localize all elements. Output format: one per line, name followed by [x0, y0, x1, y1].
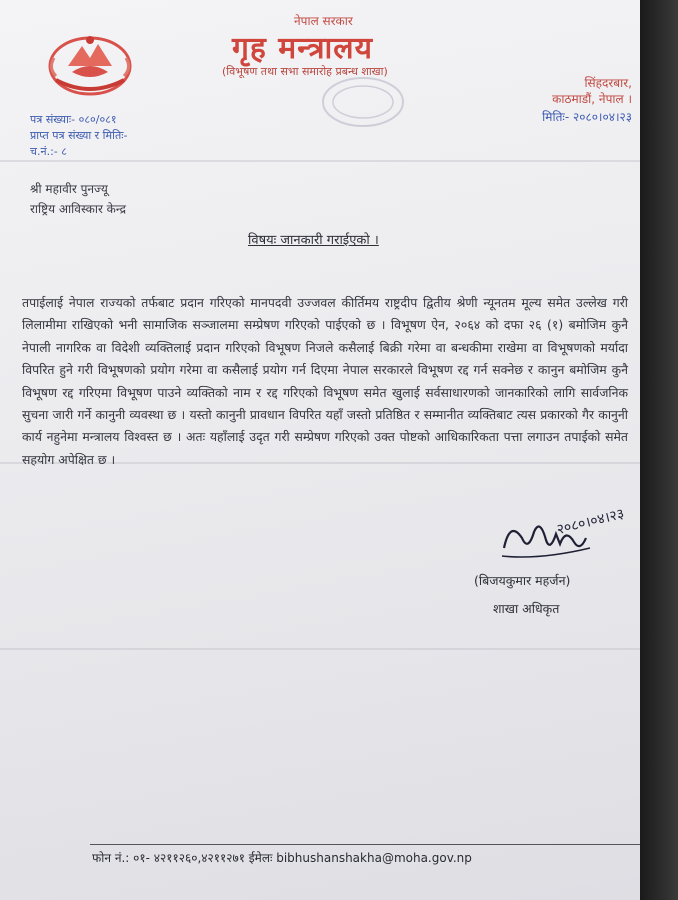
ministry-title: गृह मन्त्रालय: [232, 31, 374, 66]
fold-line: [0, 160, 640, 162]
signatory-name: (बिजयकुमार महर्जन): [474, 573, 571, 588]
recipient-organization: राष्ट्रिय आविस्कार केन्द्र: [30, 202, 126, 216]
nepal-emblem-icon: [44, 32, 136, 100]
letter-body: तपाईलाई नेपाल राज्यको तर्फबाट प्रदान गरिएको मानपदवी उज्जवल कीर्तिमय राष्ट्रदीप द्वितीय श्रेणी न्यूनतम मूल्य समेत उल्लेख गरी लिलामीमा राखिएको भनी सामाजिक सञ्जालमा सम्प्रेषण गरिएको पाईएको छ । विभूषण ऐन, २०६४ को दफा २६ (१) बमोजिम कुनै नेपाली नागरिक वा विदेशी व्यक्तिलाई प्रदान गरिएको विभूषण निजले कसैलाई बिक्री गरेमा वा बन्धकीमा राखेमा वा विभूषणको मर्यादा विपरित हुने गरी विभूषणको प्रयोग गरेमा वा कसैलाई प्रयोग गर्न दिएमा नेपाल सरकारले विभूषण रद्द गर्न सक्नेछ र कानुन बमोजिम कुनै विभूषण रद्द गरिएमा विभूषण पाउने व्यक्तिको नाम र रद्द गरिएको विभूषण समेत खुलाई सर्वसाधारणको जानकारिको लागि सार्वजनिक सुचना जारी गर्ने कानुनी व्यवस्था छ । यस्तो कानुनी प्रावधान विपरित यहाँ जस्तो प्रतिष्ठित र सम्मानीत व्यक्तिबाट त्यस प्रकारको गैर कानुनी कार्य नहुनेमा मन्त्रालय विश्वस्त छ । अतः यहाँलाई उदृत गरी सम्प्रेषण गरिएको उक्त पोष्टको आधिकारिकता पत्ता लगाउन तपाईको समेत सहयोग अपेक्षित छ ।: [22, 295, 628, 467]
letter-number: पत्र संख्याः- ०८०/०८१: [30, 113, 117, 126]
footer-contact: फोन नं.: ०१- ४२११२६०,४२११२७१ ईमेलः bibhushanshakha@moha.gov.np: [92, 851, 472, 865]
official-stamp-icon: [318, 74, 408, 130]
letter-subject: विषयः जानकारी गराईएको ।: [248, 233, 379, 248]
signatory-title: शाखा अधिकृत: [493, 601, 560, 616]
signature-date: २०८०।०४।२३: [555, 505, 626, 539]
government-name: नेपाल सरकार: [294, 14, 353, 28]
footer-divider: [90, 844, 640, 845]
address-line-1: सिंहदरबार,: [584, 76, 632, 90]
recipient-name: श्री महावीर पुनज्यू: [30, 182, 108, 196]
background-edge: [640, 0, 678, 900]
letter-date: मितिः- २०८०।०४।२३: [542, 110, 632, 124]
dispatch-number: च.नं.:- ८: [30, 145, 67, 158]
fold-line: [0, 648, 640, 650]
section-name: (विभूषण तथा सभा समारोह प्रबन्ध शाखा): [222, 65, 388, 78]
received-number: प्राप्त पत्र संख्या र मितिः-: [30, 129, 128, 142]
address-line-2: काठमाडौं, नेपाल ।: [552, 92, 632, 106]
